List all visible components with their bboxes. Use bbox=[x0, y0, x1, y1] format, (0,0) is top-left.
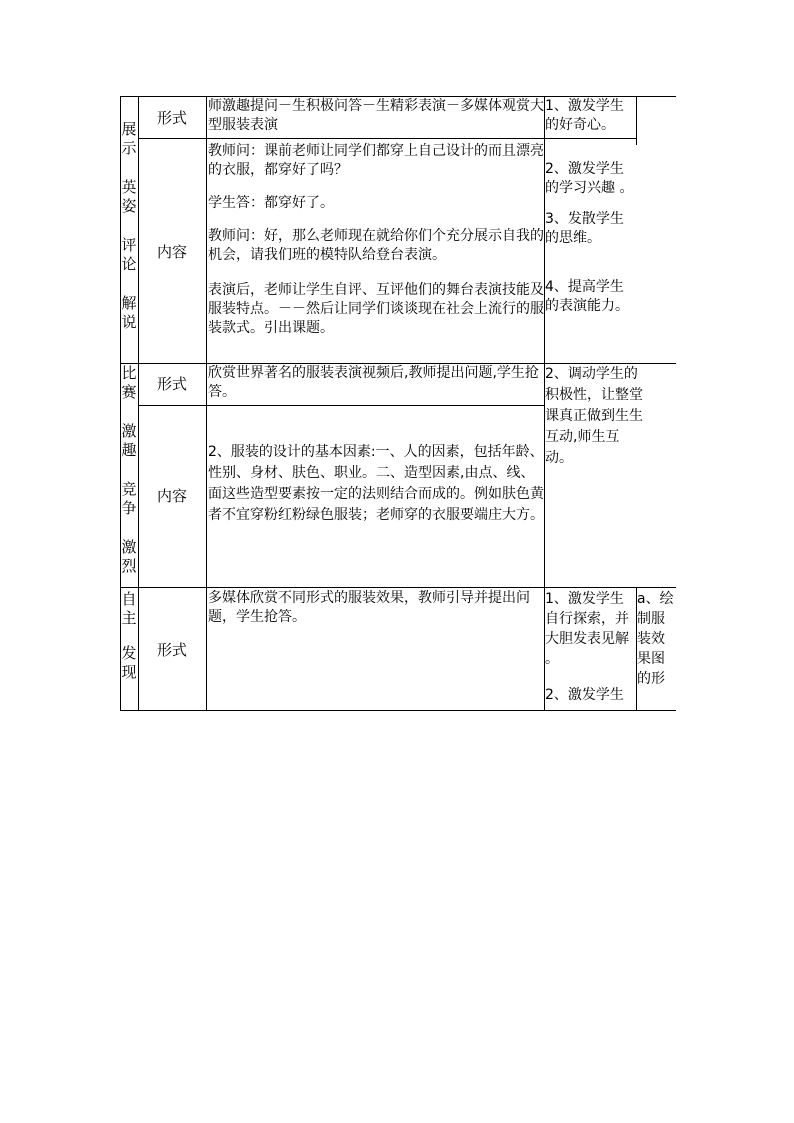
row1-type-label: 形式 bbox=[156, 109, 187, 127]
row5-extra bbox=[636, 589, 676, 689]
row2-paragraph-1: 教师问：课前老师让同学们都穿上自己设计的而且漂亮的衣服，都穿好了吗？ bbox=[208, 143, 544, 178]
table-divider-section bbox=[138, 96, 139, 711]
row1-goal-text: 1、激发学生的好奇心。 bbox=[545, 98, 624, 133]
row2-goal-3: 4、提高学生的表演能力。 bbox=[545, 279, 629, 314]
row5-extra-text: a、绘制服装效果图的形 bbox=[637, 591, 674, 687]
row2-paragraph-2: 学生答：都穿好了。 bbox=[208, 195, 334, 211]
row1-goal bbox=[544, 97, 636, 135]
row3-content bbox=[206, 364, 544, 402]
row-divider-4 bbox=[120, 587, 676, 588]
row5-content bbox=[206, 589, 544, 627]
row2-goal-2: 3、发散学生的思维。 bbox=[545, 211, 624, 246]
row3-content-text: 欣赏世界著名的服装表演视频后,教师提出问题,学生抢答。 bbox=[208, 365, 539, 400]
table-divider-goal bbox=[636, 96, 637, 145]
row5-goals bbox=[544, 589, 636, 705]
row2-paragraph-3: 教师问：好，那么老师现在就给你们个充分展示自我的机会，请我们班的模特队给登台表演。 bbox=[208, 228, 544, 263]
row5-content-text: 多媒体欣赏不同形式的服装效果，教师引导并提出问题，学生抢答。 bbox=[208, 590, 530, 625]
row3-type-label: 形式 bbox=[156, 375, 187, 393]
row2-content bbox=[206, 142, 544, 338]
section-label-competition: 比 赛 激 趣 竞 争 激 烈 bbox=[121, 364, 137, 575]
row3-goal bbox=[544, 364, 644, 469]
row2-goals bbox=[544, 160, 636, 316]
section-label-discovery: 自 主 发 现 bbox=[121, 590, 137, 681]
row-divider-3 bbox=[138, 405, 544, 406]
row4-type-label: 内容 bbox=[156, 487, 187, 505]
table-border-bottom bbox=[120, 710, 676, 711]
row2-goal-1: 2、激发学生的学习兴趣 。 bbox=[545, 161, 634, 196]
row1-content bbox=[206, 97, 544, 135]
row-divider-1 bbox=[138, 138, 636, 139]
row2-type-label: 内容 bbox=[156, 243, 187, 261]
row1-content-text: 师激趣提问－生积极问答－生精彩表演－多媒体观赏大型服装表演 bbox=[208, 98, 544, 133]
row4-content bbox=[206, 442, 544, 526]
row5-goal-1: 1、激发学生自行探索，并大胆发表见解 。 bbox=[545, 591, 634, 667]
row2-paragraph-4: 表演后，老师让学生自评、互评他们的舞台表演技能及服装特点。－－然后让同学们谈谈现在社会上流行的服装款式。引出课题。 bbox=[208, 282, 544, 336]
section-label-showcase: 展 示 英 姿 评 论 解 说 bbox=[121, 120, 137, 331]
row3-goal-text: 2、调动学生的积极性，让整堂课真正做到生生互动,师生互动。 bbox=[545, 366, 643, 466]
row4-content-text: 2、服装的设计的基本因素:一、人的因素，包括年龄、性别、身材、肤色、职业。二、造型因素,由点、线、面这些造型要素按一定的法则结合而成的。例如肤色黄者不宜穿粉红粉绿色服装；老师穿的衣服要端庄大方。 bbox=[208, 444, 544, 523]
row5-goal-2: 2、激发学生 bbox=[545, 687, 624, 703]
row5-type-label: 形式 bbox=[156, 641, 187, 659]
